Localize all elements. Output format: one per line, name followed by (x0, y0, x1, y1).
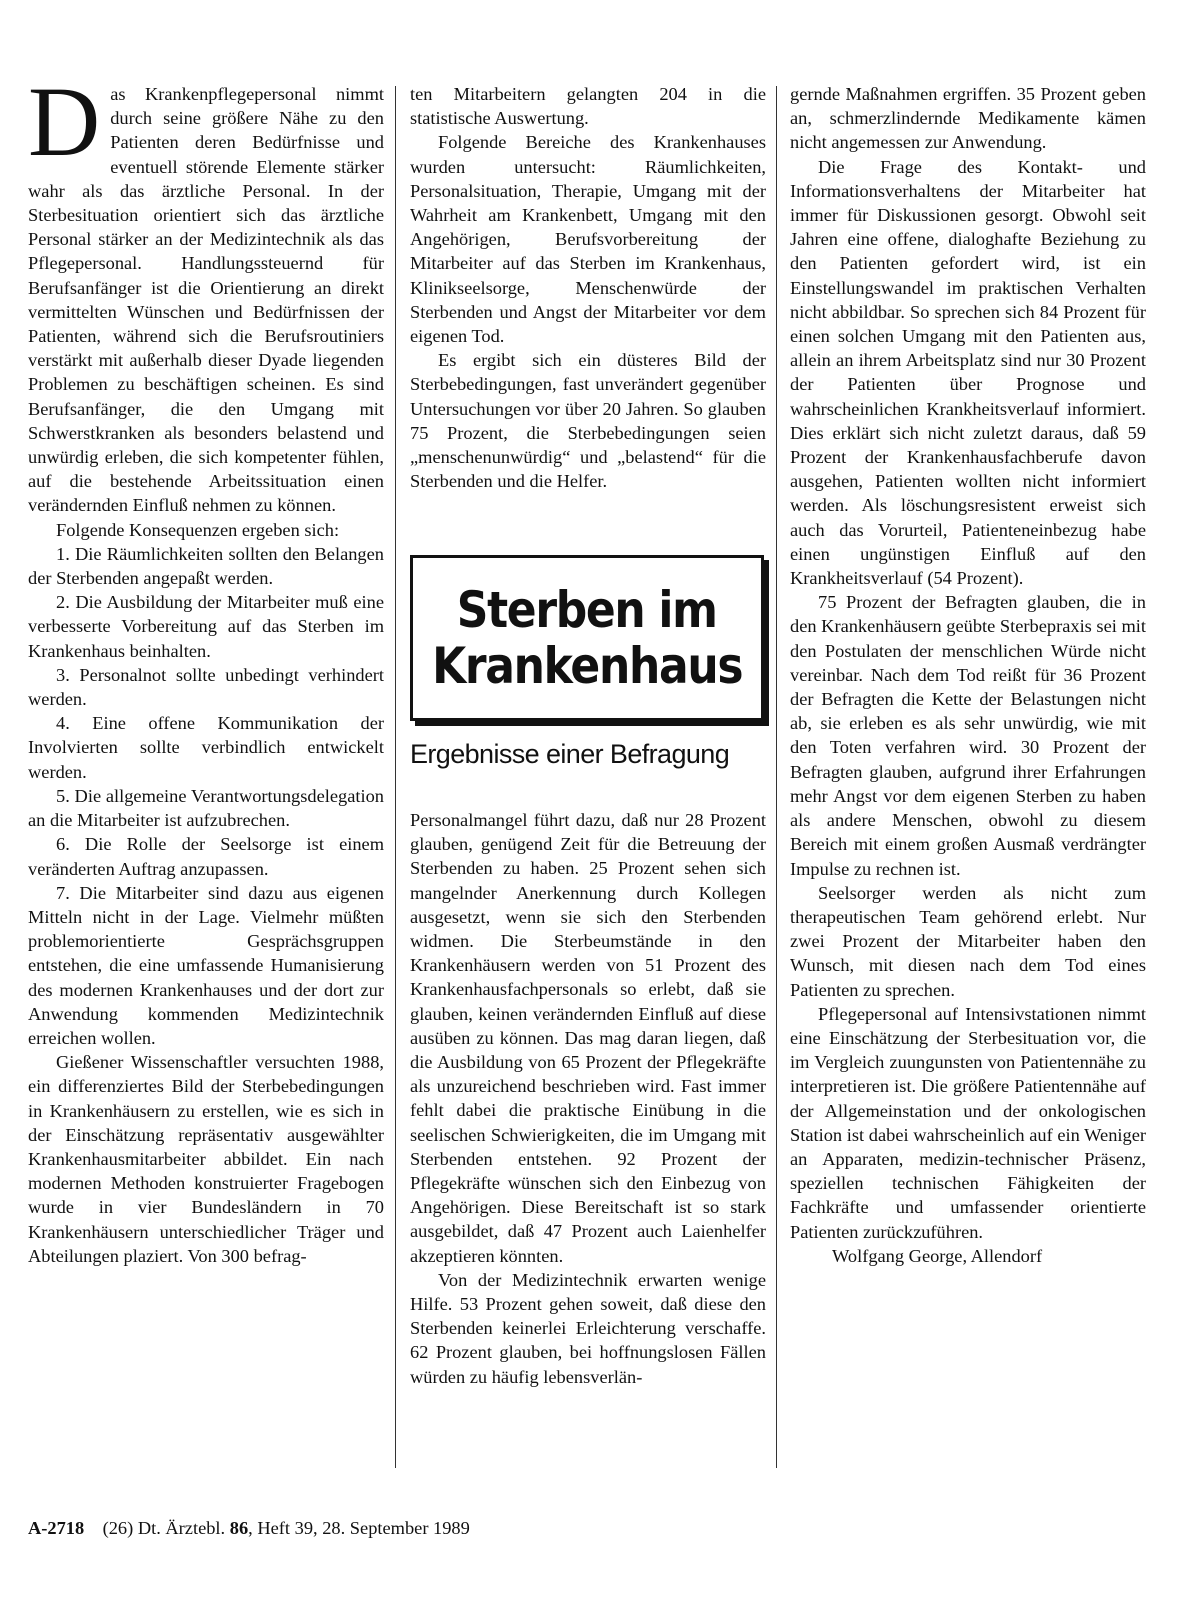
paragraph: Seelsorger werden als nicht zum therapeutischen Team gehörend erlebt. Nur zwei Prozent der Mitarbeiter haben den Wunsch, mit diesen nach dem Tod eines Patienten zu sprechen. (790, 882, 1146, 1000)
list-item: 2. Die Ausbildung der Mitarbeiter muß eine verbesserte Vorbereitung auf das Sterben im Krankenhaus beinhalten. (28, 592, 384, 661)
citation-prefix: (26) Dt. Ärztebl. (102, 1518, 226, 1538)
drop-cap: D (28, 66, 101, 177)
article-column-3 (790, 82, 1146, 1268)
column-rule-2 (776, 86, 777, 1468)
list-item: 5. Die allgemeine Verantwortungsdelegation an die Mitarbeiter ist aufzubrechen. (28, 785, 384, 831)
column-rule-1 (395, 86, 396, 1468)
paragraph: 75 Prozent der Befragten glauben, die in den Krankenhäusern geübte Sterbepraxis sei mit den Postulaten der menschlichen Würde nicht vereinbar. Nach dem Tod reißt für 36 Prozent der Befragten die Kette der Belastungen nicht ab, sie erleben es als sehr unwürdig, wie mit den Toten verfahren wird. 30 Prozent der Befragten glauben, aufgrund ihrer Erfahrungen mehr Angst vor dem eigenen Sterben zu haben als andere Menschen, obwohl zu diesem Bereich mit einem großen Ausmaß verdrängter Impulse zu rechnen ist. (790, 592, 1146, 879)
article-column-2-bottom (410, 808, 766, 1389)
list-item: 1. Die Räumlichkeiten sollten den Belangen der Sterbenden angepaßt werden. (28, 543, 384, 589)
author-signature: Wolfgang George, Allendorf (832, 1245, 1043, 1266)
list-item: 7. Die Mitarbeiter sind dazu aus eigenen Mitteln nicht in der Lage. Vielmehr müßten problemorientierte Gesprächsgruppen entstehen, die eine umfassende Humanisierung des modernen Krankenhauses und der dort zur Anwendung kommenden Medizintechnik erreichen wollen. (28, 882, 384, 1048)
paragraph: ten Mitarbeitern gelangten 204 in die statistische Auswertung. (410, 84, 766, 129)
article-subtitle: Ergebnisse einer Befragung (410, 739, 730, 769)
citation-suffix: , Heft 39, 28. September 1989 (248, 1518, 470, 1538)
paragraph: Die Frage des Kontakt- und Informationsverhaltens der Mitarbeiter hat immer für Diskussionen gesorgt. Obwohl seit Jahren eine offene, dialoghafte Beziehung zu den Patienten gefordert wird, ist ein Einstellungswandel im praktischen Verhalten nicht abbildbar. So sprechen sich 84 Prozent für einen solchen Umgang mit den Patienten aus, allein an ihrem Arbeitsplatz sind nur 30 Prozent der Patienten über Prognose und wahrscheinlichen Krankheitsverlauf informiert. Dies erklärt sich nicht zuletzt daraus, daß 59 Prozent der Krankenhausfachberufe davon ausgehen, Patienten wollten nicht informiert werden. Als löschungsresistent erweist sich auch das Vorurteil, Patienteneinbezug habe einen ungünstigen Einfluß auf den Krankheitsverlauf (54 Prozent). (790, 156, 1146, 589)
volume-number: 86 (229, 1518, 249, 1538)
article-column-2-top (410, 82, 766, 493)
page-footer (28, 1516, 470, 1540)
paragraph: Das Krankenpflegepersonal nimmt durch seine größere Nähe zu den Patienten deren Bedürfnisse und eventuell störende Elemente stärker wahr als das ärztliche Personal. In der Sterbesituation orientiert sich das ärztliche Personal stärker an der Medizintechnik als das Pflegepersonal. Handlungssteuernd für Berufsanfänger ist die Orientierung an direkt vermittelten Wünschen und Bedürfnissen der Patienten, während sich die Berufsroutiniers verstärkt mit außerhalb dieser Dyade liegenden Problemen zu beschäftigen scheinen. Es sind Berufsanfänger, die den Umgang mit Schwerstkranken als besonders belastend und unwürdig erleben, die sich kompetenter fühlen, auf die bestehende Arbeitssituation einen verändernden Einfluß nehmen zu können. (28, 66, 384, 516)
article-title-box (410, 555, 764, 721)
paragraph: Folgende Konsequenzen ergeben sich: (56, 519, 340, 540)
article-title-line-2: Krankenhaus (431, 637, 743, 695)
article-title-line-1: Sterben im (457, 581, 717, 639)
list-item: 4. Eine offene Kommunikation der Involvierten sollte verbindlich entwickelt werden. (28, 713, 384, 782)
article-column-1 (28, 66, 384, 1268)
paragraph: Folgende Bereiche des Krankenhauses wurden untersucht: Räumlichkeiten, Personalsituation, Therapie, Umgang mit der Wahrheit am Krankenbett, Umgang mit den Angehörigen, Berufsvorbereitung der Mitarbeiter auf das Sterben im Krankenhaus, Klinikseelsorge, Menschenwürde der Sterbenden und Angst der Mitarbeiter vor dem eigenen Tod. (410, 132, 766, 347)
list-item: 3. Personalnot sollte unbedingt verhindert werden. (28, 664, 384, 710)
paragraph: Gießener Wissenschaftler versuchten 1988, ein differenziertes Bild der Sterbebedingungen in Krankenhäusern zu erstellen, wie es sich in der Einschätzung repräsentativ ausgewählter Krankenhausmitarbeiter abbildet. Ein nach modernen Methoden konstruierter Fragebogen wurde in vier Bundesländern in 70 Krankenhäusern unterschiedlicher Träger und Abteilungen plaziert. Von 300 befrag- (28, 1052, 384, 1266)
list-item: 6. Die Rolle der Seelsorge ist einem veränderten Auftrag anzupassen. (28, 834, 384, 879)
paragraph: Es ergibt sich ein düsteres Bild der Sterbebedingungen, fast unverändert gegenüber Untersuchungen vor über 20 Jahren. So glauben 75 Prozent, die Sterbebedingungen seien „menschenunwürdig“ und „belastend“ für die Sterbenden und die Helfer. (410, 350, 766, 492)
paragraph: gernde Maßnahmen ergriffen. 35 Prozent geben an, schmerzlindernde Medikamente kämen nicht angemessen zur Anwendung. (790, 84, 1146, 153)
paragraph: Von der Medizintechnik erwarten wenige Hilfe. 53 Prozent gehen soweit, daß diese den Sterbenden keinerlei Erleichterung verschaffe. 62 Prozent glauben, bei hoffnungslosen Fällen würden zu häufig lebensverlän- (410, 1269, 766, 1387)
paragraph: Pflegepersonal auf Intensivstationen nimmt eine Einschätzung der Sterbesituation vor, die im Vergleich zuungunsten von Patientennähe zu interpretieren ist. Die größere Patientennähe auf der Allgemeinstation und der onkologischen Station ist dabei wahrscheinlich auf ein Weniger an Apparaten, medizin-technischer Präsenz, speziellen technischen Fähigkeiten der Fachkräfte und umfassender orientierte Patienten zurückzuführen. (790, 1003, 1146, 1242)
paragraph: Personalmangel führt dazu, daß nur 28 Prozent glauben, genügend Zeit für die Betreuung der Sterbenden zu haben. 25 Prozent sehen sich mangelnder Anerkennung durch Kollegen ausgesetzt, wenn sie sich den Sterbenden widmen. Die Sterbeumstände in den Krankenhäusern werden von 51 Prozent des Krankenhausfachpersonals so erlebt, daß sie glauben, keinen verändernden Einfluß auf diese ausüben zu können. Das mag daran liegen, daß die Ausbildung von 65 Prozent der Pflegekräfte als unzureichend beschrieben wird. Fast immer fehlt dabei die praktische Einübung in die seelischen Schwierigkeiten, die im Umgang mit Sterbenden entstehen. 92 Prozent der Pflegekräfte wünschen sich den Einbezug von Angehörigen. Diese Bereitschaft ist so stark ausgebildet, daß 47 Prozent auch Laienhelfer akzeptieren könnten. (410, 810, 766, 1266)
page-number: A-2718 (28, 1518, 85, 1538)
